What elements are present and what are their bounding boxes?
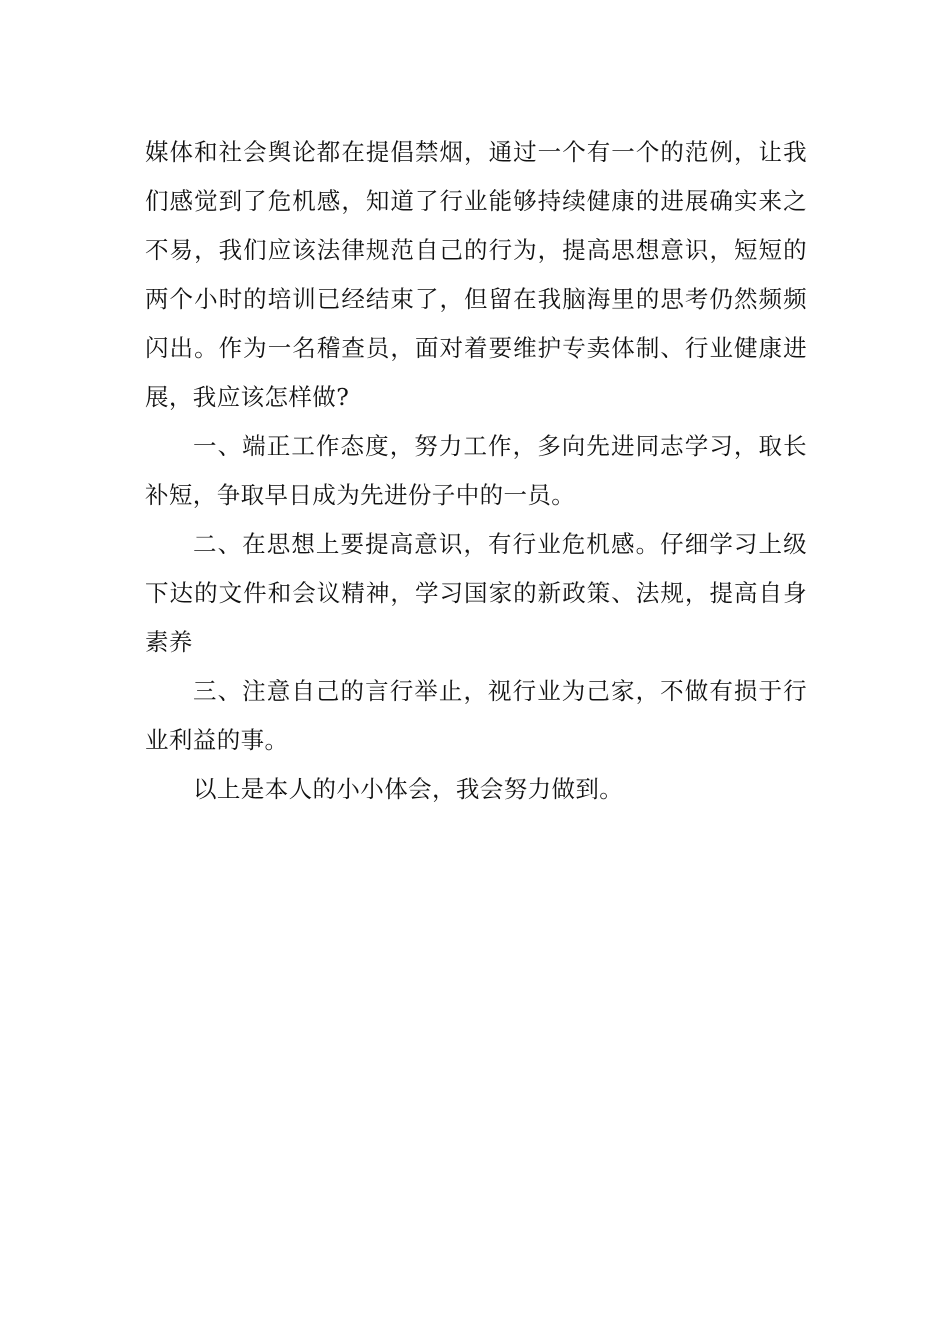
document-body xyxy=(145,128,807,814)
paragraph-point-1: 一、端正工作态度，努力工作，多向先进同志学习，取长补短，争取早日成为先进份子中的一员。 xyxy=(145,432,807,509)
paragraph-point-3: 三、注意自己的言行举止，视行业为己家，不做有损于行业利益的事。 xyxy=(145,677,807,754)
paragraph-conclusion: 以上是本人的小小体会，我会努力做到。 xyxy=(193,775,624,803)
paragraph-intro: 媒体和社会舆论都在提倡禁烟，通过一个有一个的范例，让我们感觉到了危机感，知道了行业能够持续健康的进展确实来之不易，我们应该法律规范自己的行为，提高思想意识，短短的两个小时的培训已经结束了，但留在我脑海里的思考仍然频频闪出。作为一名稽查员，面对着要维护专卖体制、行业健康进展，我应该怎样做? xyxy=(145,138,807,411)
paragraph-point-2: 二、在思想上要提高意识，有行业危机感。仔细学习上级下达的文件和会议精神，学习国家的新政策、法规，提高自身素养 xyxy=(145,530,807,656)
